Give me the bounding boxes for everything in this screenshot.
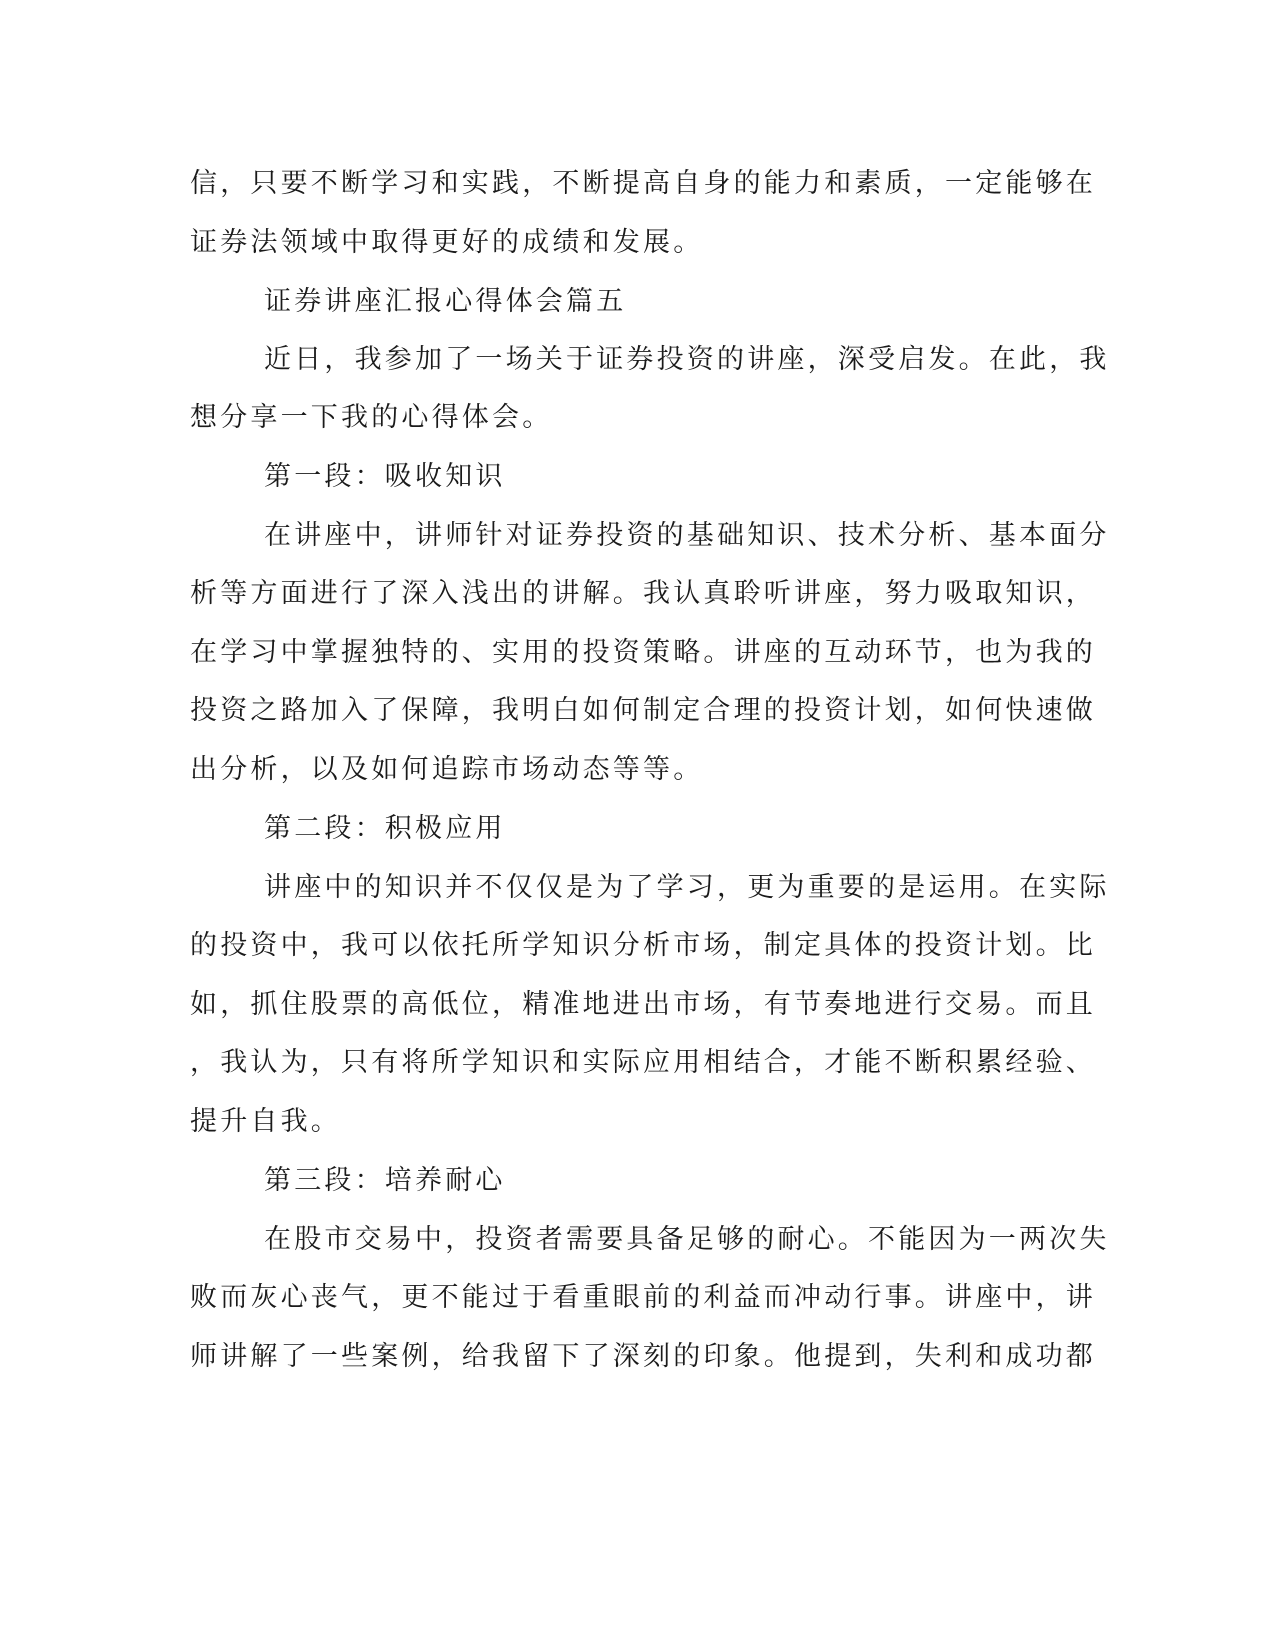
paragraph-line: ，我认为，只有将所学知识和实际应用相结合，才能不断积累经验、 [190,1047,1096,1078]
paragraph-line: 出分析，以及如何追踪市场动态等等。 [190,754,704,785]
section-title: 证券讲座汇报心得体会篇五 [264,286,627,317]
paragraph-line: 在讲座中，讲师针对证券投资的基础知识、技术分析、基本面分 [264,520,1110,551]
paragraph-line: 讲座中的知识并不仅仅是为了学习，更为重要的是运用。在实际 [264,872,1110,903]
paragraph-line: 败而灰心丧气，更不能过于看重眼前的利益而冲动行事。讲座中，讲 [190,1282,1096,1313]
paragraph-line: 信，只要不断学习和实践，不断提高自身的能力和素质，一定能够在 [190,168,1096,199]
paragraph-line: 想分享一下我的心得体会。 [190,402,553,433]
paragraph-line: 近日，我参加了一场关于证券投资的讲座，深受启发。在此，我 [264,344,1110,375]
paragraph-line: 如，抓住股票的高低位，精准地进出市场，有节奏地进行交易。而且 [190,989,1096,1020]
paragraph-line: 在学习中掌握独特的、实用的投资策略。讲座的互动环节，也为我的 [190,637,1096,668]
paragraph-line: 在股市交易中，投资者需要具备足够的耐心。不能因为一两次失 [264,1224,1110,1255]
paragraph-line: 投资之路加入了保障，我明白如何制定合理的投资计划，如何快速做 [190,695,1096,726]
subsection-heading: 第二段：积极应用 [264,813,506,844]
subsection-heading: 第一段：吸收知识 [264,461,506,492]
subsection-heading: 第三段：培养耐心 [264,1165,506,1196]
paragraph-line: 析等方面进行了深入浅出的讲解。我认真聆听讲座，努力吸取知识， [190,578,1096,609]
paragraph-line: 证券法领域中取得更好的成绩和发展。 [190,227,704,258]
paragraph-line: 提升自我。 [190,1106,341,1137]
paragraph-line: 的投资中，我可以依托所学知识分析市场，制定具体的投资计划。比 [190,930,1096,961]
paragraph-line: 师讲解了一些案例，给我留下了深刻的印象。他提到，失利和成功都 [190,1341,1096,1372]
